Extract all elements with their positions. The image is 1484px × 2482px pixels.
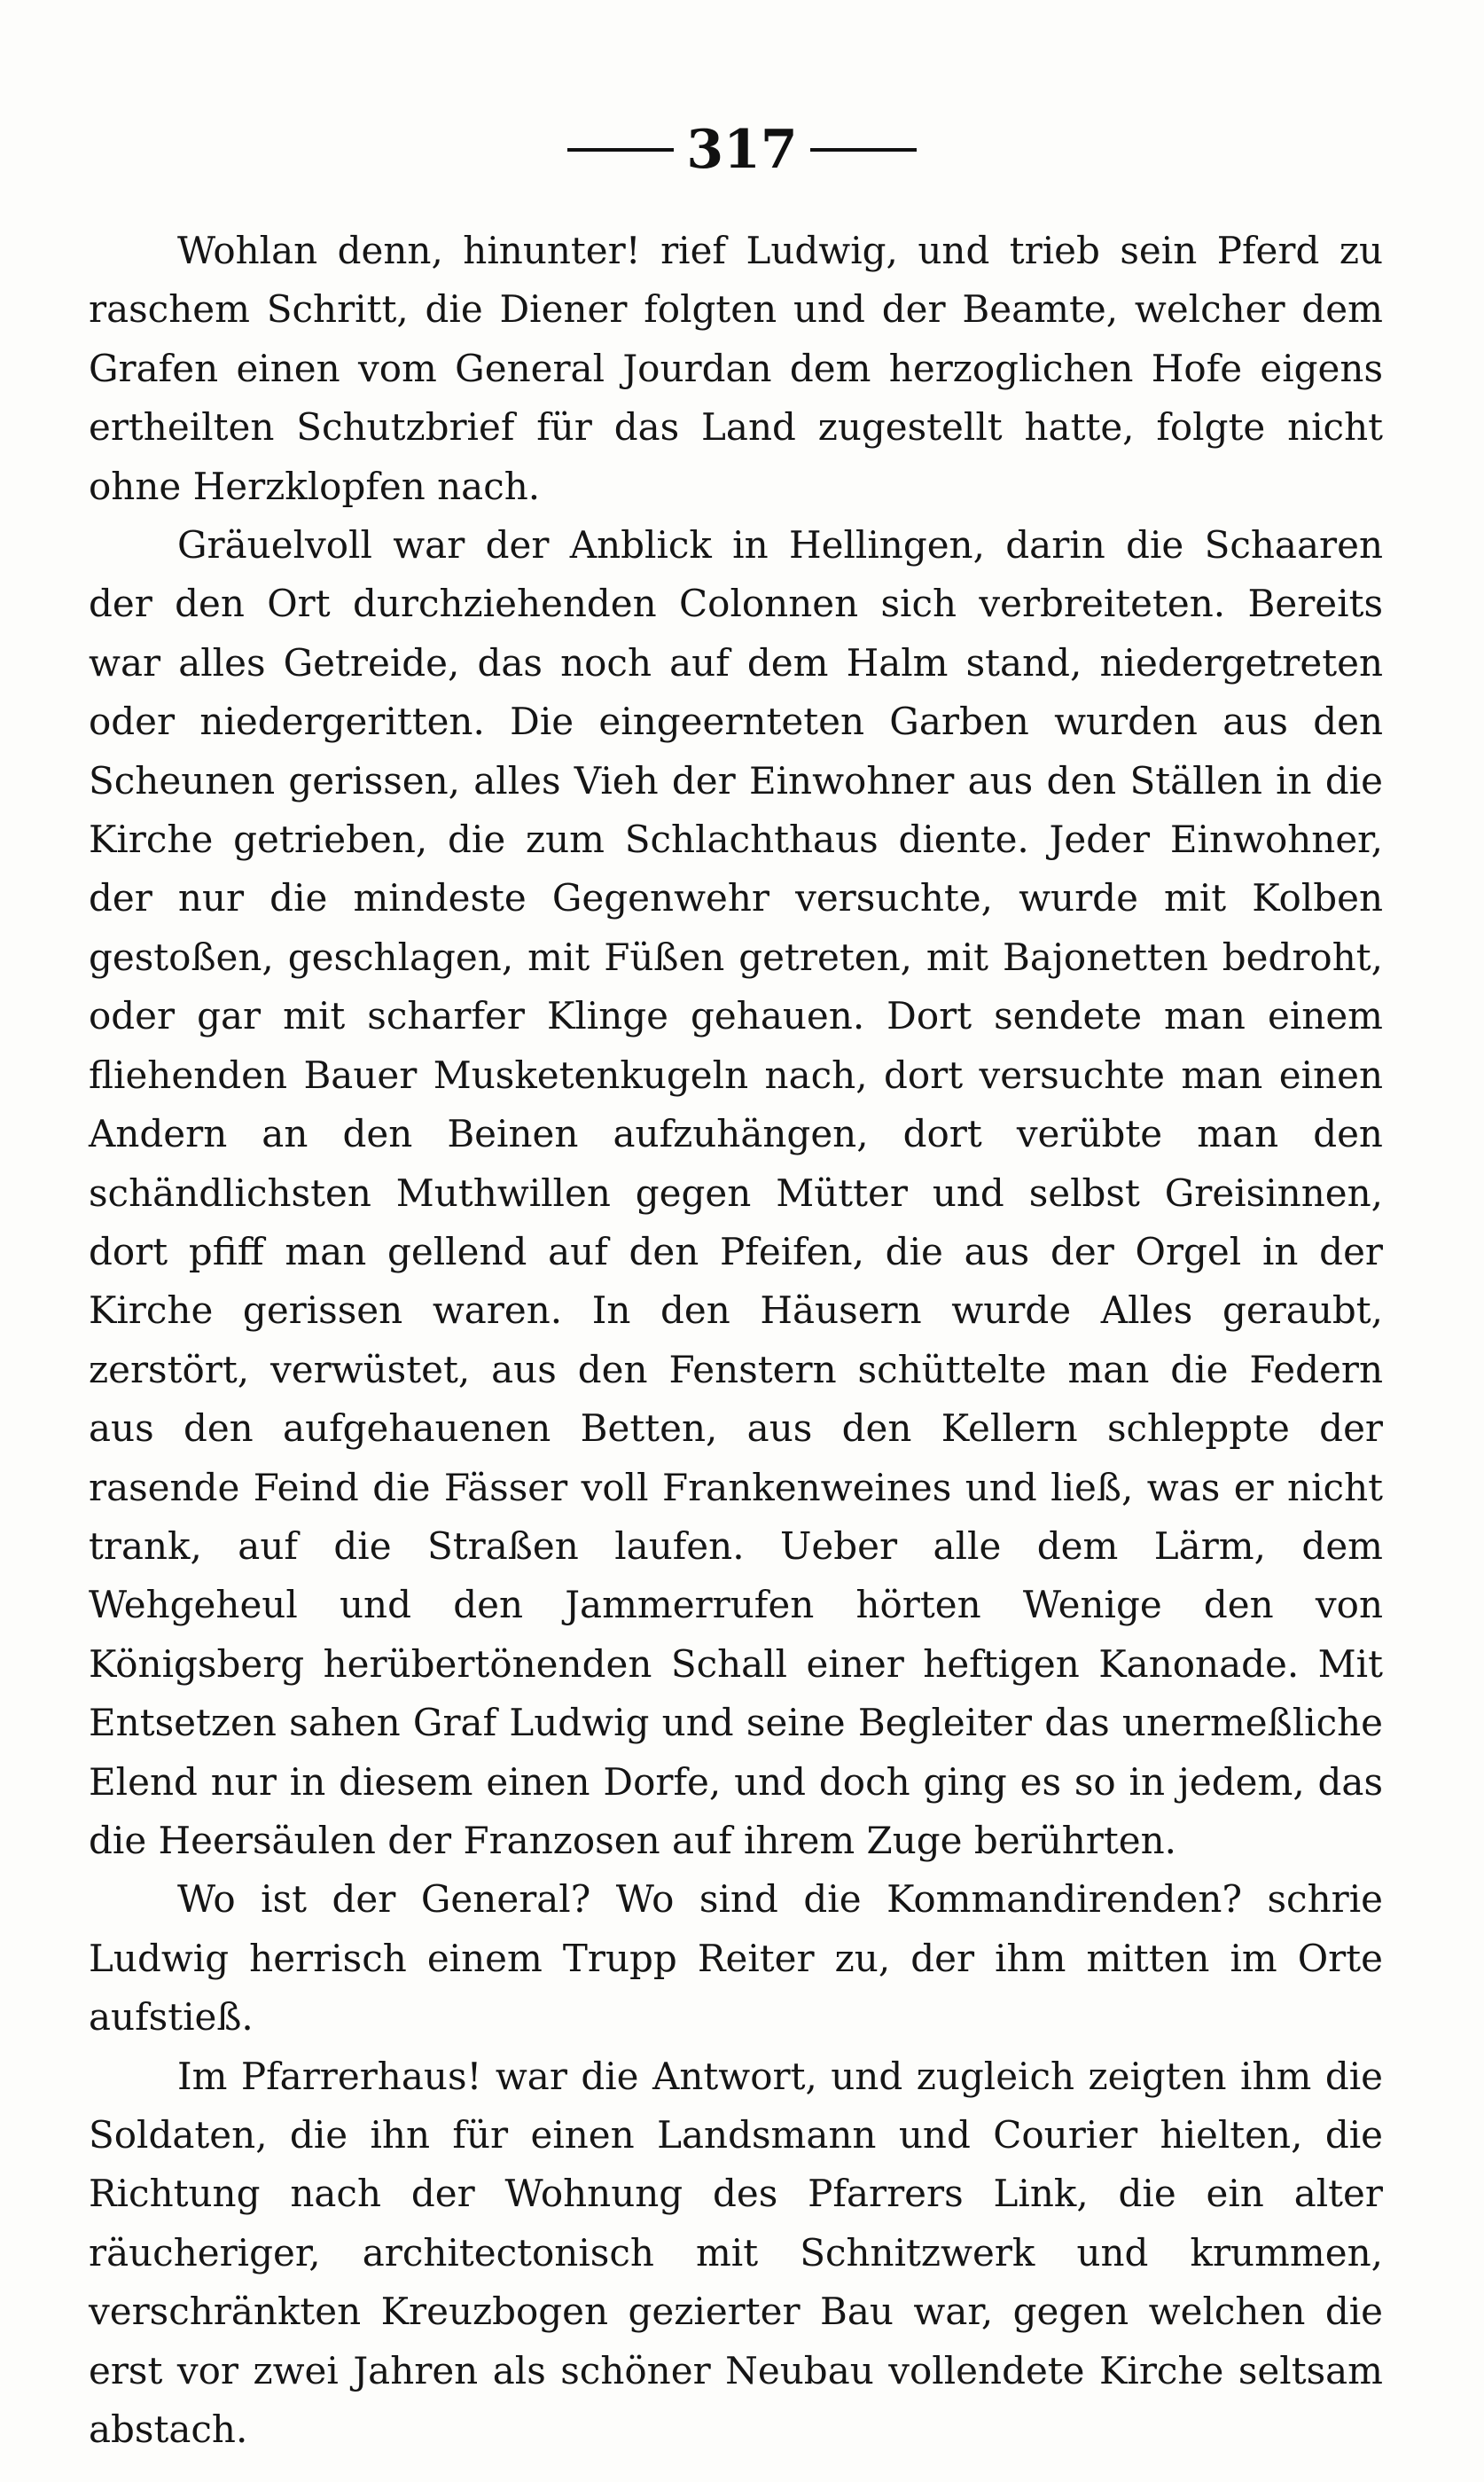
header-rule-right (810, 148, 917, 152)
paragraph: Wohlan denn, hinunter! rief Ludwig, und trieb sein Pferd zu raschem Schritt, die Diener folgten und der Beamte, welcher dem Grafen einen vom General Jourdan dem herzoglichen Hofe eigens ertheilten Schutzbrief für das Land zugestellt hatte, folgte nicht ohne Herzklopfen nach. (89, 229, 1383, 508)
page-header (0, 119, 1484, 182)
page-number: 317 (686, 119, 798, 182)
paragraph: Gräuelvoll war der Anblick in Hellingen, darin die Schaaren der den Ort durchziehenden Colonnen sich verbreiteten. Bereits war alles Getreide, das noch auf dem Halm stand, niedergetreten oder niedergeritten. Die eingeernteten Garben wurden aus den Scheunen gerissen, alles Vieh der Einwohner aus den Ställen in die Kirche getrieben, die zum Schlachthaus diente. Jeder Einwohner, der nur die mindeste Gegenwehr versuchte, wurde mit Kolben gestoßen, geschlagen, mit Füßen getreten, mit Bajonetten bedroht, oder gar mit scharfer Klinge gehauen. Dort sendete man einem fliehenden Bauer Musketenkugeln nach, dort versuchte man einen Andern an den Beinen aufzuhängen, dort verübte man den schändlichsten Muthwillen gegen Mütter und selbst Greisinnen, dort pfiff man gellend auf den Pfeifen, die aus der Orgel in der Kirche gerissen waren. In den Häusern wurde Alles geraubt, zerstört, verwüstet, aus den Fenstern schüttelte man die Federn aus den aufgehauenen Betten, aus den Kellern schleppte der rasende Feind die Fässer voll Frankenweines und ließ, was er nicht trank, auf die Straßen laufen. Ueber alle dem Lärm, dem Wehgeheul und den Jammerrufen hörten Wenige den von Königsberg herübertönenden Schall einer heftigen Kanonade. Mit Entsetzen sahen Graf Ludwig und seine Begleiter das unermeßliche Elend nur in diesem einen Dorfe, und doch ging es so in jedem, das die Heersäulen der Franzosen auf ihrem Zuge berührten. (89, 523, 1383, 1862)
paragraph: Wo ist der General? Wo sind die Kommandirenden? schrie Ludwig herrisch einem Trupp Reiter zu, der ihm mitten im Orte aufstieß. (89, 1877, 1383, 2040)
header-rule-left (567, 148, 674, 152)
body-text (89, 222, 1383, 2459)
paragraph: Im Pfarrerhaus! war die Antwort, und zugleich zeigten ihm die Soldaten, die ihn für einen Landsmann und Courier hielten, die Richtung nach der Wohnung des Pfarrers Link, die ein alter räucheriger, architectonisch mit Schnitzwerk und krummen, verschränkten Kreuzbogen gezierter Bau war, gegen welchen die erst vor zwei Jahren als schöner Neubau vollendete Kirche seltsam abstach. (89, 2054, 1383, 2452)
